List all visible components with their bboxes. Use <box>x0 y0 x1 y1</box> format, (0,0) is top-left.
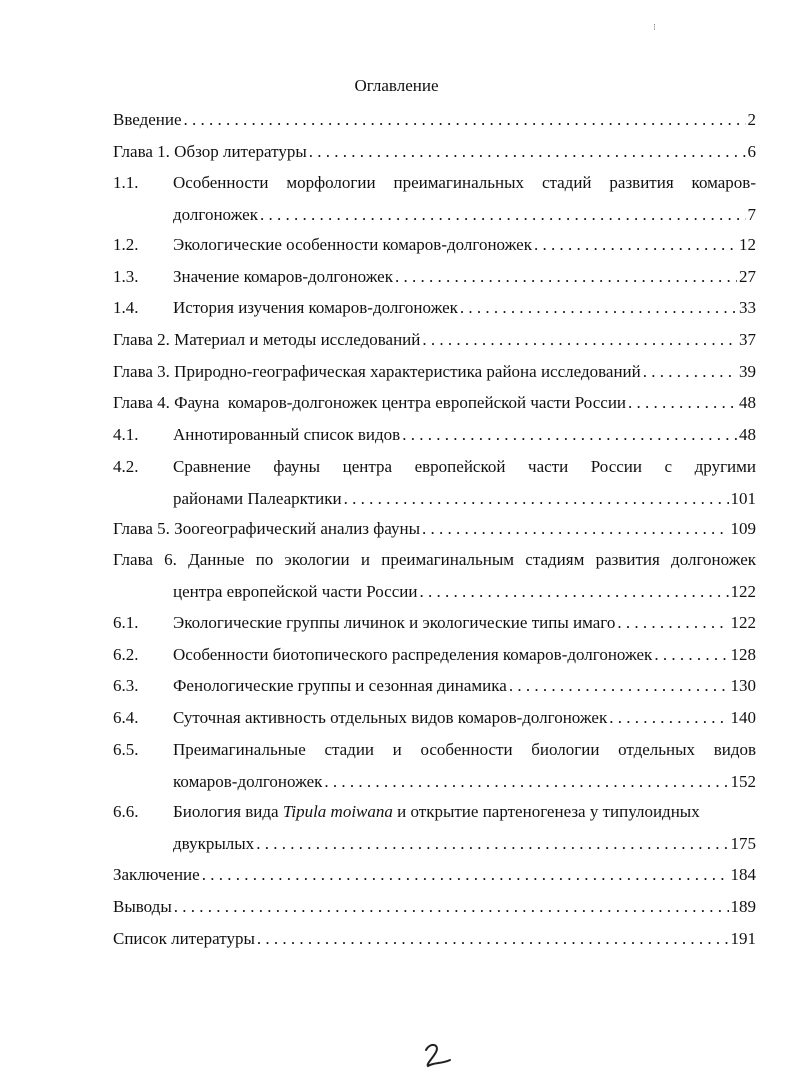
toc-entry-text-continued: комаров-долгоножек <box>173 772 323 791</box>
toc-entry-number: 6.2. <box>113 645 139 664</box>
toc-page-number: 128 <box>730 645 756 664</box>
toc-page-number: 122 <box>730 613 756 632</box>
toc-entry-text: Глава 3. Природно-географическая характеристика района исследований <box>113 362 641 381</box>
toc-page-number: 33 <box>739 298 756 317</box>
toc-entry-text-continued: двукрылых <box>173 834 255 853</box>
toc-entry-chapter-3[interactable] <box>113 362 756 382</box>
toc-entry-6-2[interactable] <box>113 645 756 665</box>
corner-mark: ⁝ <box>653 22 656 32</box>
toc-page-number: 191 <box>730 929 756 948</box>
toc-page-number: 12 <box>739 235 756 254</box>
dot-leader <box>260 205 746 225</box>
dot-leader <box>402 425 737 445</box>
dot-leader <box>643 362 737 382</box>
toc-entry-findings[interactable] <box>113 897 756 917</box>
dot-leader <box>324 772 728 792</box>
toc-page-number: 2 <box>747 110 756 129</box>
toc-entry-text: Глава 1. Обзор литературы <box>113 142 307 161</box>
toc-page-number: 189 <box>730 897 756 916</box>
toc-entry-number: 4.2. <box>113 457 139 476</box>
dot-leader <box>654 645 728 665</box>
toc-page-number: 6 <box>747 142 756 161</box>
toc-entry-text-continued: районами Палеарктики <box>173 489 342 508</box>
toc-entry-number: 6.6. <box>113 802 139 821</box>
toc-entry-6-5[interactable] <box>113 740 756 792</box>
toc-entry-number: 1.4. <box>113 298 139 317</box>
toc-entry-text: Список литературы <box>113 929 255 948</box>
toc-entry-number: 6.4. <box>113 708 139 727</box>
dot-leader <box>256 834 728 854</box>
toc-entry-text: Экологические группы личинок и экологические типы имаго <box>173 613 616 632</box>
toc-entry-text: Сравнение фауны центра европейской части России с другими <box>173 457 756 476</box>
toc-entry-6-6[interactable] <box>113 802 756 854</box>
toc-text-part: Биология вида <box>173 802 283 821</box>
dot-leader <box>534 235 737 255</box>
toc-entry-text: История изучения комаров-долгоножек <box>173 298 458 317</box>
toc-entry-4-2[interactable] <box>113 457 756 509</box>
toc-entry-text-continued: долгоножек <box>173 205 258 224</box>
toc-entry-1-4[interactable] <box>113 298 756 318</box>
toc-page-number: 184 <box>730 865 756 884</box>
toc-text-part: и открытие партеногенеза у типулоидных <box>392 802 700 821</box>
toc-page-number: 140 <box>730 708 756 727</box>
toc-page-number: 7 <box>747 205 756 224</box>
toc-page-number: 109 <box>730 519 756 538</box>
dot-leader <box>174 897 729 917</box>
dot-leader <box>422 519 729 539</box>
species-name: Tipula moiwana <box>282 802 393 821</box>
toc-entry-text: Экологические особенности комаров-долгоножек <box>173 235 532 254</box>
toc-entry-4-1[interactable] <box>113 425 756 445</box>
toc-entry-number: 1.2. <box>113 235 139 254</box>
dot-leader <box>460 298 737 318</box>
toc-entry-text: Суточная активность отдельных видов комаров-долгоножек <box>173 708 608 727</box>
toc-entry-chapter-2[interactable] <box>113 330 756 350</box>
toc-entry-text: Глава 2. Материал и методы исследований <box>113 330 421 349</box>
toc-entry-number: 6.3. <box>113 676 139 695</box>
handwritten-page-number <box>420 1040 460 1070</box>
toc-entry-introduction[interactable] <box>113 110 756 130</box>
toc-entry-text <box>173 802 756 822</box>
toc-entry-chapter-4[interactable] <box>113 393 756 413</box>
dot-leader <box>257 929 729 949</box>
dot-leader <box>628 393 737 413</box>
toc-entry-text: Преимагинальные стадии и особенности биологии отдельных видов <box>173 740 756 759</box>
toc-page-number: 37 <box>739 330 756 349</box>
toc-entry-text: Глава 4. Фауна комаров-долгоножек центра европейской части России <box>113 393 627 412</box>
page-title: Оглавление <box>354 76 439 95</box>
dot-leader <box>309 142 746 162</box>
toc-entry-text: Заключение <box>113 865 200 884</box>
dot-leader <box>184 110 746 130</box>
toc-entry-1-3[interactable] <box>113 267 756 287</box>
toc-entry-text-continued: центра европейской части России <box>173 582 418 601</box>
dot-leader <box>344 489 729 509</box>
toc-page-number: 39 <box>739 362 756 381</box>
toc-entry-text: Выводы <box>113 897 172 916</box>
toc-page-number: 175 <box>730 834 756 853</box>
dot-leader <box>617 613 728 633</box>
dot-leader <box>419 582 728 602</box>
toc-entry-chapter-6[interactable] <box>113 550 756 602</box>
toc-entry-number: 4.1. <box>113 425 139 444</box>
toc-entry-number: 6.1. <box>113 613 139 632</box>
dot-leader <box>202 865 729 885</box>
toc-entry-number: 1.3. <box>113 267 139 286</box>
toc-page-number: 27 <box>739 267 756 286</box>
toc-page-number: 48 <box>739 425 756 444</box>
toc-entry-text: Особенности морфологии преимагинальных стадий развития комаров- <box>173 173 756 192</box>
toc-entry-references[interactable] <box>113 929 756 949</box>
toc-entry-number: 6.5. <box>113 740 139 759</box>
toc-entry-text: Глава 5. Зоогеографический анализ фауны <box>113 519 420 538</box>
dot-leader <box>422 330 737 350</box>
toc-page-number: 101 <box>730 489 756 508</box>
dot-leader <box>395 267 737 287</box>
toc-page-number: 152 <box>730 772 756 791</box>
toc-entry-text: Глава 6. Данные по экологии и преимагинальным стадиям развития долгоножек <box>113 550 756 569</box>
toc-page-number: 130 <box>730 676 756 695</box>
toc-entry-text: Особенности биотопического распределения комаров-долгоножек <box>173 645 653 664</box>
toc-entry-6-1[interactable] <box>113 613 756 633</box>
dot-leader <box>609 708 728 728</box>
toc-entry-text: Введение <box>113 110 182 129</box>
toc-entry-1-1[interactable] <box>113 173 756 225</box>
toc-entry-text: Аннотированный список видов <box>173 425 401 444</box>
toc-page-number: 48 <box>739 393 756 412</box>
toc-entry-6-3[interactable] <box>113 676 756 696</box>
toc-entry-chapter-5[interactable] <box>113 519 756 539</box>
toc-page-number: 122 <box>730 582 756 601</box>
toc-entry-6-4[interactable] <box>113 708 756 728</box>
toc-entry-conclusion[interactable] <box>113 865 756 885</box>
toc-entry-text: Значение комаров-долгоножек <box>173 267 393 286</box>
toc-entry-text: Фенологические группы и сезонная динамика <box>173 676 507 695</box>
dot-leader <box>509 676 729 696</box>
toc-entry-1-2[interactable] <box>113 235 756 255</box>
toc-entry-chapter-1[interactable] <box>113 142 756 162</box>
toc-entry-number: 1.1. <box>113 173 139 192</box>
